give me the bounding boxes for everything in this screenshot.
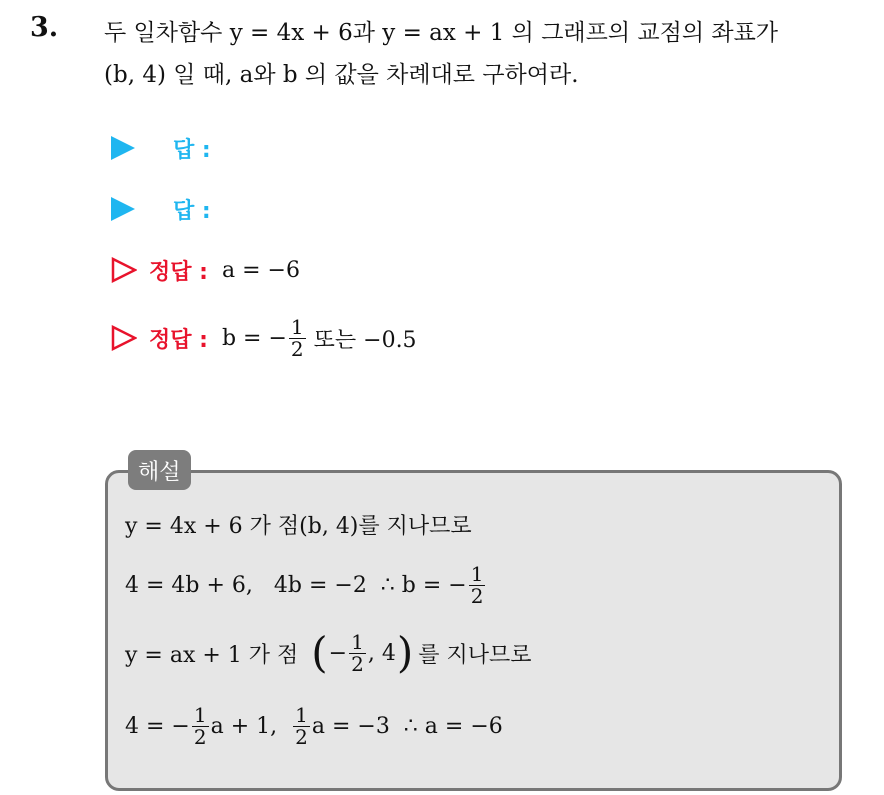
answer-slot-1[interactable] xyxy=(111,128,211,168)
correct-answer-a-value: a = −6 xyxy=(221,257,300,283)
answer-label: 답 : xyxy=(173,137,211,163)
fraction-numerator: 1 xyxy=(290,314,304,339)
correct-answer-label: 정답 : xyxy=(149,327,208,353)
paren-open: ( xyxy=(311,628,328,677)
fraction-numerator: 1 xyxy=(470,561,484,586)
fraction-numerator: 1 xyxy=(295,702,308,727)
play-triangle-outline-icon xyxy=(111,325,137,351)
play-triangle-filled-icon xyxy=(111,136,135,160)
solution-line-4 xyxy=(125,697,503,755)
fraction-denominator: 2 xyxy=(193,724,207,749)
solution-line-1: y = 4x + 6 가 점(b, 4)를 지나므로 xyxy=(125,514,472,539)
question-text-line1: 두 일차함수 y = 4x + 6과 y = ax + 1 의 그래프의 교점의 좌표가 xyxy=(104,20,778,46)
play-triangle-outline-icon xyxy=(111,257,137,283)
solution-line-4-mid: a + 1, xyxy=(210,713,292,739)
question-text-line2: (b, 4) 일 때, a와 b 의 값을 차례대로 구하여라. xyxy=(104,62,579,88)
b-prefix: b = − xyxy=(221,325,287,351)
answer-label: 답 : xyxy=(173,198,211,224)
fraction xyxy=(349,629,366,676)
point-y: , 4 xyxy=(367,640,396,666)
answer-slot-2[interactable] xyxy=(111,189,211,229)
correct-answer-b-value xyxy=(221,314,417,361)
fraction xyxy=(293,702,310,749)
fraction-numerator: 1 xyxy=(351,629,364,654)
solution-line-3-suffix: 를 지나므로 xyxy=(418,642,532,668)
play-triangle-filled-icon xyxy=(111,197,135,221)
fraction xyxy=(469,561,486,608)
fraction-denominator: 2 xyxy=(290,336,304,361)
correct-answer-b xyxy=(111,314,417,362)
solution-tag: 해설 xyxy=(128,450,191,490)
minus-sign: − xyxy=(328,640,348,666)
fraction xyxy=(289,314,306,361)
solution-line-2-text: 4 = 4b + 6, 4b = −2 ∴ b = − xyxy=(125,572,467,598)
solution-line-3 xyxy=(125,624,531,682)
fraction-denominator: 2 xyxy=(295,724,308,749)
fraction-denominator: 2 xyxy=(470,583,484,608)
question-number: 3. xyxy=(30,12,59,43)
correct-answer-a xyxy=(111,250,300,290)
solution-line-2 xyxy=(125,558,487,612)
solution-line-4-prefix: 4 = − xyxy=(125,713,190,739)
point-coordinate xyxy=(310,628,414,677)
fraction-denominator: 2 xyxy=(351,651,364,676)
b-suffix: 또는 −0.5 xyxy=(313,327,417,353)
fraction xyxy=(192,702,209,749)
paren-close: ) xyxy=(396,628,414,677)
correct-answer-label: 정답 : xyxy=(149,259,208,285)
fraction-numerator: 1 xyxy=(193,702,207,727)
solution-line-4-suffix: a = −3 ∴ a = −6 xyxy=(311,713,503,739)
solution-line-3-text: y = ax + 1 가 점 xyxy=(125,642,299,668)
